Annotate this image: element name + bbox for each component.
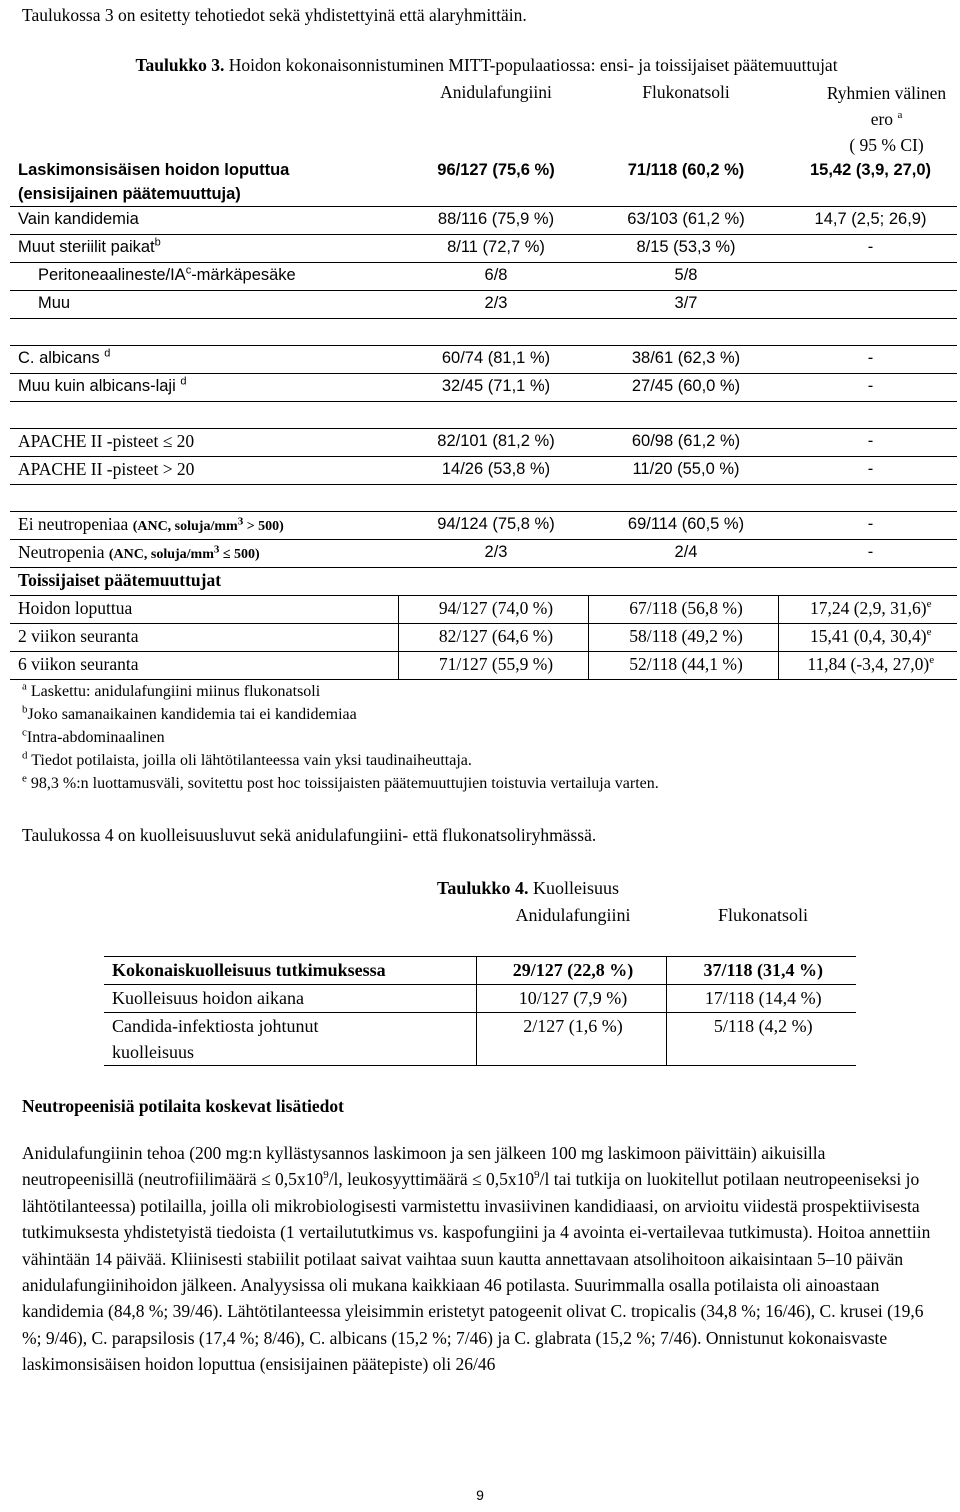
row-label-text: C. albicans	[18, 349, 100, 367]
blank-cell	[588, 402, 778, 429]
blank-cell	[398, 402, 588, 429]
row-label: 2 viikon seuranta	[10, 624, 398, 652]
row-value: 6/8	[398, 263, 588, 291]
row-value: -	[778, 429, 957, 457]
footnote-mark: d	[22, 749, 28, 762]
row-value-text: 17,24 (2,9, 31,6)	[809, 598, 927, 618]
table-row	[10, 512, 957, 540]
row-value: 2/127 (1,6 %)	[476, 1013, 666, 1066]
row-value: 29/127 (22,8 %)	[476, 957, 666, 985]
paren-sup: 3	[237, 515, 244, 528]
row-label: Kokonaiskuolleisuus tutkimuksessa	[104, 957, 476, 985]
row-label	[104, 1013, 476, 1066]
row-value: 2/3	[398, 540, 588, 568]
row-value: -	[778, 457, 957, 485]
table-row-blank	[10, 319, 957, 346]
table-3	[10, 50, 957, 680]
intro-paragraph: Taulukossa 3 on esitetty tehotiedot sekä yhdistettyinä että alaryhmittäin.	[22, 5, 527, 25]
row-value	[778, 652, 957, 680]
row-value: 60/74 (81,1 %)	[398, 346, 588, 374]
table-row	[10, 235, 957, 263]
row-label: 6 viikon seuranta	[10, 652, 398, 680]
table-4-caption-text: Kuolleisuus	[528, 878, 619, 898]
footnote-mark: b	[22, 703, 28, 716]
page-number: 9	[476, 1487, 484, 1503]
row-value: 88/116 (75,9 %)	[398, 207, 588, 235]
row-value: 14/26 (53,8 %)	[398, 457, 588, 485]
row-value: -	[778, 346, 957, 374]
footnote-mark: e	[926, 626, 932, 639]
row-label	[10, 346, 398, 374]
row-label-line1: Candida-infektiosta johtunut	[112, 1016, 319, 1036]
body-text: /l, leukosyyttimäärä ≤ 0,5x10	[328, 1169, 535, 1190]
row-value: 38/61 (62,3 %)	[588, 346, 778, 374]
table-3-caption-row	[10, 50, 957, 80]
table-row-primary	[10, 158, 957, 207]
blank-cell	[398, 485, 588, 512]
row-value: 63/103 (61,2 %)	[588, 207, 778, 235]
paren-text: ≤ 500)	[219, 547, 260, 562]
row-value: -	[778, 235, 957, 263]
row-label: APACHE II -pisteet > 20	[10, 457, 398, 485]
row-value: 58/118 (49,2 %)	[588, 624, 778, 652]
col-header-difference-sup: a	[897, 109, 903, 122]
table-4-caption-row	[104, 875, 856, 902]
header-spacer	[10, 119, 778, 158]
paren-text: (ANC, soluja/mm	[132, 519, 238, 534]
row-value: 82/127 (64,6 %)	[398, 624, 588, 652]
row-value: -	[778, 540, 957, 568]
row-label	[10, 374, 398, 402]
row-value: 11/20 (55,0 %)	[588, 457, 778, 485]
col-header-anidulafungin: Anidulafungiini	[515, 905, 631, 925]
row-value: 5/8	[588, 263, 778, 291]
header-empty	[10, 80, 398, 119]
blank-cell	[588, 319, 778, 346]
footnote-mark: e	[926, 598, 932, 611]
row-label: Kuolleisuus hoidon aikana	[104, 985, 476, 1013]
row-label	[10, 512, 398, 540]
row-value: 71/127 (55,9 %)	[398, 652, 588, 680]
body-text: /l tai tutkija on luokitellut potilaan neutropeeniseksi jo lähtötilanteessa) potilailla, joilla oli mikrobiologisesti varmistettu invasiivinen kandidiaasi, on arvioitu viidestä prospektiivisesta tutkimuksesta yhdistetyistä tiedoista (1 vertailututkimus vs. kaspofungiini ja 4 avointa ei-vertailevaa tutkimusta). Hoitoa annettiin vähintään 14 päivää. Kliinisesti stabiilit potilaat saivat vaihtaa suun kautta annettavaan atsolihoitoon aikaisintaan 5–10 päivän anidulafungiinihoidon jälkeen. Analyysissa oli mukana kaikkiaan 46 potilasta. Suurimmalla osalla potilaista oli ainoastaan kandidemia (84,8 %; 39/46). Lähtötilanteessa yleisimmin eristetyt patogeenit olivat C. tropicalis (34,8 %; 16/46), C. krusei (19,6 %; 9/46), C. parapsilosis (17,4 %; 8/46), C. albicans (15,2 %; 7/46) ja C. glabrata (15,2 %; 7/46). Onnistunut kokonaisvaste laskimonsisäisen hoidon loputtua (ensisijainen päätepiste) oli 26/46	[22, 1169, 931, 1375]
secondary-endpoints-header: Toissijaiset päätemuuttujat	[10, 568, 957, 596]
row-label: APACHE II -pisteet ≤ 20	[10, 429, 398, 457]
body-sup: 9	[323, 1169, 329, 1182]
row-value: 82/101 (81,2 %)	[398, 429, 588, 457]
table-3-footnotes	[22, 680, 659, 795]
row-label	[10, 263, 398, 291]
table-row	[10, 207, 957, 235]
row-label-paren	[132, 515, 284, 534]
table-row	[10, 652, 957, 680]
col-header-difference	[778, 80, 957, 158]
row-label	[10, 540, 398, 568]
row-value: 94/127 (74,0 %)	[398, 596, 588, 624]
footnote	[22, 749, 659, 772]
row-value	[778, 291, 957, 319]
footnote-mark: a	[22, 680, 27, 693]
footnote-mark: d	[104, 347, 111, 360]
table-row-section	[10, 568, 957, 596]
row-value: 14,7 (2,5; 26,9)	[778, 207, 957, 235]
paren-sup: 3	[213, 543, 220, 556]
row-value-text: 15,41 (0,4, 30,4)	[809, 626, 927, 646]
footnote-mark: b	[154, 236, 161, 249]
footnote-text: Joko samanaikainen kandidemia tai ei kandidemiaa	[27, 706, 357, 723]
footnote-mark: e	[22, 772, 27, 785]
table-row	[10, 457, 957, 485]
row-value	[778, 624, 957, 652]
row-label: Hoidon loputtua	[10, 596, 398, 624]
row-label-text: Peritoneaalineste/IA	[38, 266, 186, 284]
row-value: 37/118 (31,4 %)	[666, 957, 856, 985]
row-value: 5/118 (4,2 %)	[666, 1013, 856, 1066]
blank-cell	[778, 402, 957, 429]
row-value: 3/7	[588, 291, 778, 319]
row-label-text: Ei neutropeniaa	[18, 514, 129, 534]
col-header-fluconazole: Flukonatsoli	[642, 82, 730, 102]
blank-cell	[10, 319, 398, 346]
table-row	[10, 291, 957, 319]
blank-cell	[778, 319, 957, 346]
paren-text: (ANC, soluja/mm	[108, 547, 214, 562]
row-value: 67/118 (56,8 %)	[588, 596, 778, 624]
row-value: 2/3	[398, 291, 588, 319]
primary-label-line2: (ensisijainen päätemuuttuja)	[18, 185, 241, 203]
row-value: 2/4	[588, 540, 778, 568]
row-value: -	[778, 512, 957, 540]
footnote-mark: e	[929, 654, 935, 667]
row-label	[10, 235, 398, 263]
footnote-mark: d	[180, 375, 187, 388]
col-header-fluconazole: Flukonatsoli	[718, 905, 809, 925]
row-label-line2: kuolleisuus	[112, 1042, 195, 1062]
row-value: 10/127 (7,9 %)	[476, 985, 666, 1013]
footnote	[22, 772, 659, 795]
row-label-text: Neutropenia	[18, 542, 105, 562]
table-4-caption-label: Taulukko 4.	[437, 878, 529, 898]
row-value: 60/98 (61,2 %)	[588, 429, 778, 457]
table-3-caption	[10, 50, 957, 80]
paren-text: > 500)	[243, 519, 284, 534]
primary-value-difference: 15,42 (3,9, 27,0)	[809, 161, 932, 179]
table-3-caption-text: Hoidon kokonaisonnistuminen MITT-populaatiossa: ensi- ja toissijaiset päätemuuttujat	[224, 55, 838, 75]
row-label: Vain kandidemia	[10, 207, 398, 235]
col-header-ci: ( 95 % CI)	[849, 135, 924, 155]
table-row-blank	[10, 402, 957, 429]
body-paragraph	[22, 1140, 938, 1378]
table-row	[10, 346, 957, 374]
footnote-mark: c	[22, 726, 27, 739]
primary-label	[10, 158, 398, 207]
blank-cell	[398, 319, 588, 346]
header-empty	[104, 902, 476, 929]
blank-cell	[10, 485, 398, 512]
table-row	[10, 540, 957, 568]
col-header-difference-label: Ryhmien välinen ero	[826, 83, 947, 129]
primary-label-line1: Laskimonsisäisen hoidon loputtua	[18, 161, 290, 179]
footnote	[22, 726, 659, 749]
row-value: 32/45 (71,1 %)	[398, 374, 588, 402]
table-row	[10, 263, 957, 291]
primary-value-fluconazole: 71/118 (60,2 %)	[627, 161, 745, 179]
row-label-text: -märkäpesäke	[191, 266, 296, 284]
footnote-text: Intra-abdominaalinen	[26, 729, 165, 746]
row-value: -	[778, 374, 957, 402]
table-3-header-row	[10, 80, 957, 119]
row-label-paren	[108, 543, 260, 562]
footnote-text: 98,3 %:n luottamusväli, sovitettu post hoc toissijaisten päätemuuttujien toistuvia vertailuja varten.	[26, 775, 659, 792]
row-value: 8/15 (53,3 %)	[588, 235, 778, 263]
section-heading: Neutropeenisiä potilaita koskevat lisätiedot	[22, 1096, 344, 1116]
footnote-text: Laskettu: anidulafungiini miinus flukonatsoli	[26, 683, 321, 700]
table-4-header-spacer	[104, 929, 856, 957]
table-row	[10, 596, 957, 624]
blank-cell	[778, 485, 957, 512]
footnote-mark: c	[185, 264, 192, 277]
table-row	[10, 429, 957, 457]
table-row-blank	[10, 485, 957, 512]
body-sup: 9	[534, 1169, 540, 1182]
table-4-caption	[104, 875, 856, 902]
col-header-anidulafungin: Anidulafungiini	[440, 82, 552, 102]
row-value: 69/114 (60,5 %)	[588, 512, 778, 540]
footnote	[22, 680, 659, 703]
footnote	[22, 703, 659, 726]
row-value: 27/45 (60,0 %)	[588, 374, 778, 402]
row-value-text: 11,84 (-3,4, 27,0)	[807, 654, 930, 674]
table-row	[10, 624, 957, 652]
row-value: 17/118 (14,4 %)	[666, 985, 856, 1013]
row-value: 8/11 (72,7 %)	[398, 235, 588, 263]
body-text: Anidulafungiinin tehoa (200 mg:n kyllästysannos laskimoon ja sen jälkeen 100 mg laskimoon päivittäin) aikuisilla neutropeenisillä (neutrofiilimäärä ≤ 0,5x10	[22, 1143, 826, 1190]
row-value: 94/124 (75,8 %)	[398, 512, 588, 540]
row-value	[778, 596, 957, 624]
row-value	[778, 263, 957, 291]
primary-value-anidulafungin: 96/127 (75,6 %)	[437, 161, 555, 179]
header-spacer	[104, 929, 856, 957]
table-row	[10, 374, 957, 402]
table-row	[104, 1013, 856, 1066]
blank-cell	[10, 402, 398, 429]
row-value: 52/118 (44,1 %)	[588, 652, 778, 680]
footnote-text: Tiedot potilaista, joilla oli lähtötilanteessa vain yksi taudinaiheuttaja.	[27, 752, 472, 769]
table-4-header-row	[104, 902, 856, 929]
table-row	[104, 985, 856, 1013]
table-4-intro: Taulukossa 4 on kuolleisuusluvut sekä anidulafungiini- että flukonatsoliryhmässä.	[22, 825, 597, 845]
blank-cell	[588, 485, 778, 512]
row-label: Muu	[10, 291, 398, 319]
table-3-caption-label: Taulukko 3.	[135, 55, 225, 75]
row-label-text: Muu kuin albicans-laji	[18, 377, 176, 395]
table-row	[104, 957, 856, 985]
table-4	[104, 875, 856, 1066]
row-label-text: Muut steriilit paikat	[18, 238, 155, 256]
